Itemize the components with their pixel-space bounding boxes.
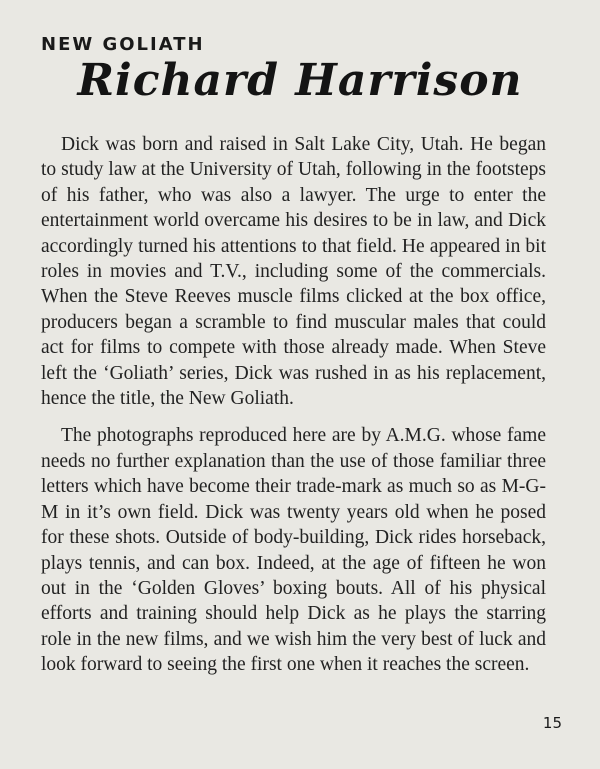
page-number: 15 [542,714,562,732]
section-kicker: NEW GOLIATH [41,34,205,55]
article-paragraph: The photographs reproduced here are by A.M.G. whose fame needs no further explanation than the use of those familiar three letters which have become their trade-mark as much so as M-G-M in it’s own field. Dick was twenty years old when he posed for these shots. Outside of body-building, Dick rides horseback, plays tennis, and can box. Indeed, at the age of fifteen he won out in the ‘Golden Gloves’ boxing bouts. All of his physical efforts and training should help Dick as he plays the starring role in the new films, and we wish him the very best of luck and look forward to seeing the first one when it reaches the screen. [41,425,546,676]
article-title: Richard Harrison [77,55,523,106]
article-body [41,132,546,678]
article-paragraph: Dick was born and raised in Salt Lake City, Utah. He began to study law at the University of Utah, following in the footsteps of his father, who was also a lawyer. The urge to enter the entertainment world overcame his desires to be in law, and Dick accordingly turned his attentions to that field. He appeared in bit roles in movies and T.V., including some of the commercials. When the Steve Reeves muscle films clicked at the box office, producers began a scramble to find muscular males that could act for films to compete with those already made. When Steve left the ‘Goliath’ series, Dick was rushed in as his replacement, hence the title, the New Goliath. [41,134,546,410]
